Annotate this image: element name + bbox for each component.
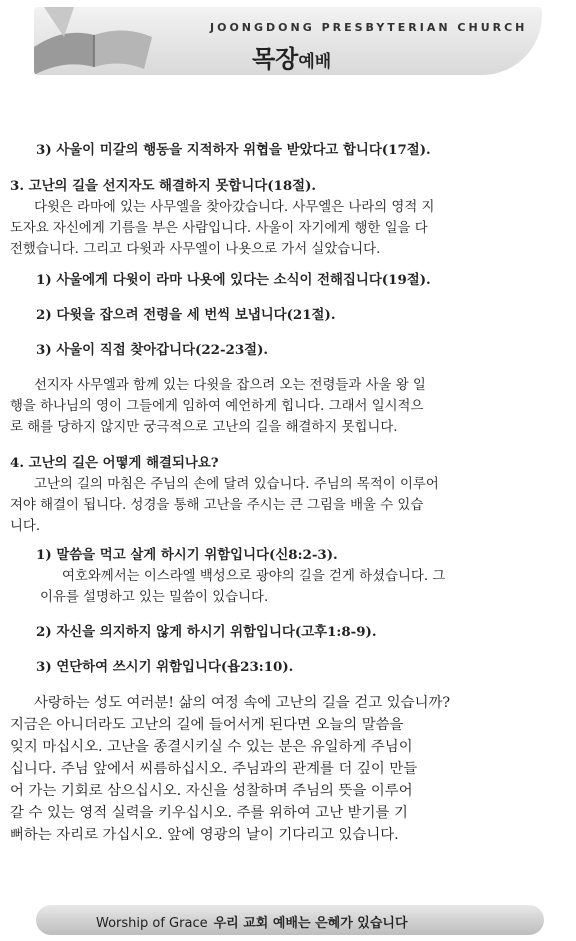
sub-heading: 3) 사울이 미갈의 행동을 지적하자 위협을 받았다고 합니다(17절). [36, 142, 431, 158]
footer-english: Worship of Grace [96, 916, 208, 931]
paragraph-line: 전했습니다. 그리고 다윗과 사무엘이 나욧으로 가서 실았습니다. [10, 242, 381, 257]
page-title [252, 39, 331, 74]
sub-heading: 3) 연단하여 쓰시기 위함입니다(욥23:10). [36, 659, 294, 675]
footer-banner [36, 905, 544, 935]
paragraph-line: 십니다. 주님 앞에서 씨름하십시오. 주님과의 관계를 더 깊이 만들 [10, 761, 418, 777]
title-main: 목장 [252, 45, 299, 73]
paragraph-line: 어 가는 기회로 삼으십시오. 자신을 성찰하며 주님의 뜻을 이루어 [10, 783, 413, 799]
closing-paragraph [10, 692, 520, 846]
paragraph-line: 뻐하는 자리로 가십시오. 앞에 영광의 날이 기다리고 있습니다. [10, 827, 399, 843]
header-banner [34, 7, 542, 75]
sub-heading: 2) 자신을 의지하지 않게 하시기 위함입니다(고후1:8-9). [36, 624, 377, 640]
paragraph-line: 선지자 사무엘과 함께 있는 다윗을 잡으려 오는 전령들과 사울 왕 일 [34, 378, 426, 393]
paragraph-line: 이유를 설명하고 있는 밀씀이 있습니다. [40, 590, 269, 605]
paragraph-line: 니다. [10, 519, 41, 534]
paragraph-line: 고난의 길의 마침은 주님의 손에 달려 있습니다. 주님의 목적이 이루어 [34, 477, 439, 492]
paragraph-line: 도자요 자신에게 기름을 부은 사람입니다. 사울이 자기에게 행한 일을 다 [10, 221, 428, 236]
paragraph-line: 갈 수 있는 영적 실력을 키우십시오. 주를 위하여 고난 받기를 기 [10, 805, 408, 821]
church-name: JOONGDONG PRESBYTERIAN CHURCH [210, 21, 528, 34]
sub-heading: 1) 말씀을 먹고 살게 하시기 위함입니다(신8:2-3). [36, 547, 338, 563]
sub-heading: 3) 사울이 직접 찾아갑니다(22-23절). [36, 342, 269, 358]
section-heading: 3. 고난의 길을 선지자도 해결하지 못합니다(18절). [10, 178, 317, 194]
paragraph-line: 로 해를 당하지 않지만 궁극적으로 고난의 길을 해결하지 못힙니다. [10, 420, 398, 435]
paragraph-line: 지금은 아니더라도 고난의 길에 들어서게 된다면 오늘의 말씀을 [10, 717, 404, 733]
footer-korean: 우리 교회 예배는 은혜가 있습니다 [213, 916, 408, 931]
paragraph-line: 져야 해결이 됩니다. 성경을 통해 고난을 주시는 큰 그림을 배울 수 있습 [10, 498, 424, 513]
open-bible-icon [34, 7, 154, 75]
paragraph-line: 여호와께서는 이스라엘 백성으로 광야의 길을 걷게 하셨습니다. 그 [62, 569, 446, 584]
paragraph-line: 잊지 마십시오. 고난을 종결시키실 수 있는 분은 유일하게 주님이 [10, 739, 413, 755]
sub-heading: 2) 다윗을 잡으려 전령을 세 번씩 보냅니다(21절). [36, 307, 336, 323]
title-sub: 예배 [298, 52, 332, 72]
paragraph-line: 다윗은 라마에 있는 사무엘을 찾아갔습니다. 사무엘은 나라의 영적 지 [34, 200, 435, 215]
sub-heading: 1) 사울에게 다윗이 라마 나욧에 있다는 소식이 전해집니다(19절). [36, 272, 431, 288]
paragraph-line: 사랑하는 성도 여러분! 삶의 여정 속에 고난의 길을 걷고 있습니까? [34, 695, 451, 711]
footer-text [96, 912, 408, 931]
section-heading: 4. 고난의 길은 어떻게 해결되나요? [10, 455, 219, 471]
paragraph-line: 행을 하나님의 영이 그들에게 임하여 예언하게 힙니다. 그래서 일시적으 [10, 399, 424, 414]
sermon-content [10, 140, 520, 846]
